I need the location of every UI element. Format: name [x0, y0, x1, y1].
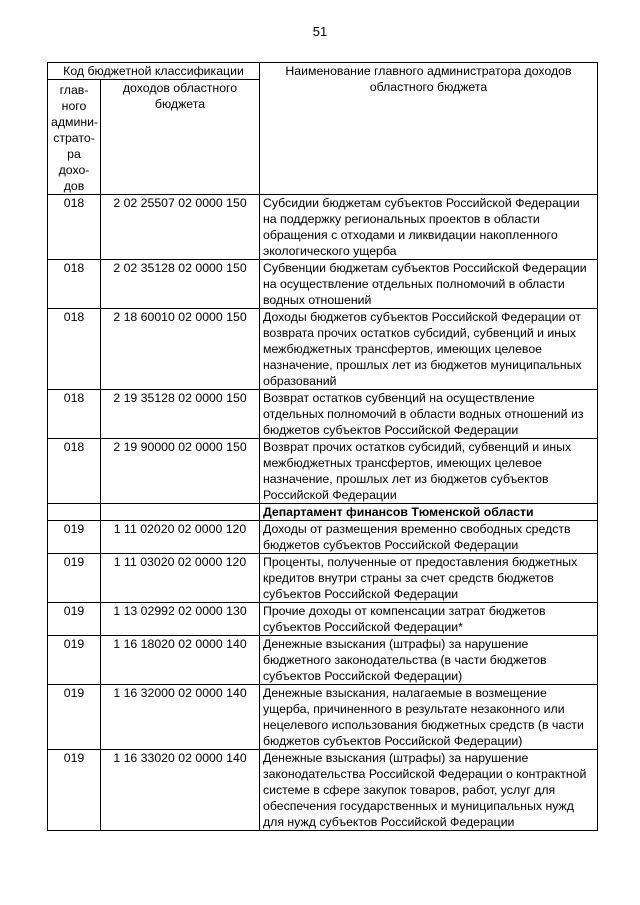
income-code-cell [101, 504, 260, 521]
header-row-group [48, 63, 598, 80]
income-code-cell: 2 02 35128 02 0000 150 [101, 260, 260, 309]
admin-code-cell: 018 [48, 195, 101, 260]
table-row [48, 521, 598, 554]
admin-code-cell: 019 [48, 521, 101, 554]
income-name-cell: Субсидии бюджетам субъектов Российской Федерации на поддержку региональных проектов в области обращения с отходами и ликвидации накопленного экологического ущерба [260, 195, 598, 260]
table-row [48, 195, 598, 260]
income-name-cell: Проценты, полученные от предоставления бюджетных кредитов внутри страны за счет средств бюджетов субъектов Российской Федерации [260, 554, 598, 603]
table-row [48, 603, 598, 636]
admin-code-cell: 019 [48, 750, 101, 831]
income-name-cell: Доходы от размещения временно свободных средств бюджетов субъектов Российской Федерации [260, 521, 598, 554]
admin-code-cell: 019 [48, 554, 101, 603]
table-row [48, 636, 598, 685]
table-row [48, 309, 598, 390]
income-code-cell: 2 02 25507 02 0000 150 [101, 195, 260, 260]
table-row [48, 439, 598, 504]
department-row [48, 504, 598, 521]
income-code-cell: 2 19 35128 02 0000 150 [101, 390, 260, 439]
budget-classification-table [47, 62, 598, 831]
header-administrator-name: Наименование главного администратора доходов областного бюджета [260, 63, 598, 195]
admin-code-cell [48, 504, 101, 521]
income-code-cell: 1 16 33020 02 0000 140 [101, 750, 260, 831]
income-code-cell: 1 11 03020 02 0000 120 [101, 554, 260, 603]
income-name-cell: Субвенции бюджетам субъектов Российской Федерации на осуществление отдельных полномочий в области водных отношений [260, 260, 598, 309]
income-code-cell: 1 13 02992 02 0000 130 [101, 603, 260, 636]
income-name-cell: Прочие доходы от компенсации затрат бюджетов субъектов Российской Федерации* [260, 603, 598, 636]
income-name-cell: Возврат остатков субвенций на осуществление отдельных полномочий в области водных отношений из бюджетов субъектов Российской Федерации [260, 390, 598, 439]
header-income-code: доходов областного бюджета [101, 80, 260, 195]
admin-code-cell: 019 [48, 636, 101, 685]
income-name-cell: Денежные взыскания (штрафы) за нарушение законодательства Российской Федерации о контрактной системе в сфере закупок товаров, работ, услуг для обеспечения государственных и муниципальных нужд для нужд субъектов Российской Федерации [260, 750, 598, 831]
income-code-cell: 1 16 18020 02 0000 140 [101, 636, 260, 685]
admin-code-cell: 018 [48, 260, 101, 309]
table-row [48, 390, 598, 439]
table-row [48, 685, 598, 750]
income-name-cell: Денежные взыскания (штрафы) за нарушение бюджетного законодательства (в части бюджетов субъектов Российской Федерации) [260, 636, 598, 685]
admin-code-cell: 019 [48, 685, 101, 750]
admin-code-cell: 018 [48, 309, 101, 390]
income-name-cell: Денежные взыскания, налагаемые в возмещение ущерба, причиненного в результате незаконного или нецелевого использования бюджетных средств (в части бюджетов субъектов Российской Федерации) [260, 685, 598, 750]
header-chief-administrator [48, 80, 101, 195]
department-name-cell: Департамент финансов Тюменской области [260, 504, 598, 521]
table-row [48, 554, 598, 603]
income-name-cell: Доходы бюджетов субъектов Российской Федерации от возврата прочих остатков субсидий, субвенций и иных межбюджетных трансфертов, имеющих целевое назначение, прошлых лет из бюджетов муниципальных образований [260, 309, 598, 390]
admin-code-cell: 018 [48, 390, 101, 439]
income-code-cell: 1 11 02020 02 0000 120 [101, 521, 260, 554]
income-code-cell: 2 19 90000 02 0000 150 [101, 439, 260, 504]
admin-code-cell: 018 [48, 439, 101, 504]
header-chief-administrator-text: глав- ного админи- страто- ра дохо- дов [51, 83, 99, 193]
table-row [48, 260, 598, 309]
income-code-cell: 2 18 60010 02 0000 150 [101, 309, 260, 390]
header-budget-classification: Код бюджетной классификации [48, 63, 260, 80]
page-number: 51 [312, 24, 328, 39]
table-row [48, 750, 598, 831]
income-name-cell: Возврат прочих остатков субсидий, субвенций и иных межбюджетных трансфертов, имеющих целевое назначение, прошлых лет из бюджетов субъектов Российской Федерации [260, 439, 598, 504]
income-code-cell: 1 16 32000 02 0000 140 [101, 685, 260, 750]
admin-code-cell: 019 [48, 603, 101, 636]
